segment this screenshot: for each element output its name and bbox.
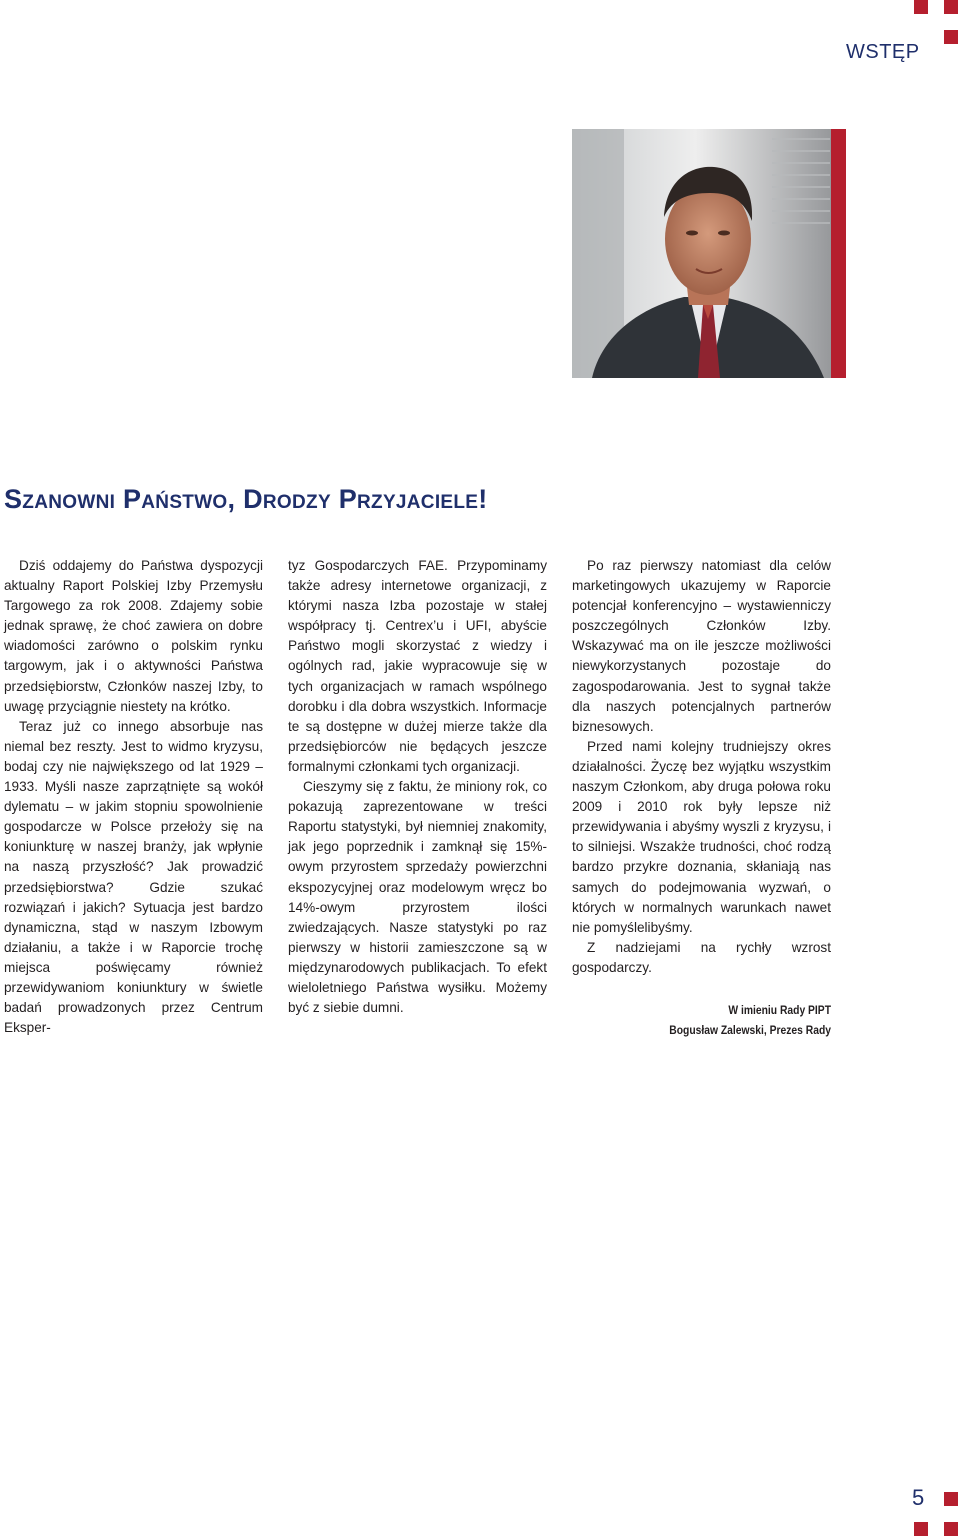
paragraph: Teraz już co innego absorbuje nas niemal bez reszty. Jest to widmo kryzysu, bodaj czy nie największego od lat 1929 – 1933. Myśli nasze zaprzątnięte są wokół dylematu – w jakim stopniu spowolnienie gospodarcze w Polsce przełoży się na koniunkturę w naszej branży, jak wpłynie na naszą przyszłość? Jak prowadzić przedsiębiorstwa? Gdzie szukać rozwiązań i jakich? Sytuacja jest bardzo dynamiczna, stąd w naszym Izbowym działaniu, a także i w Raporcie trochę miejsca poświęcamy również przewidywaniom koniunktury w świetle badań prowadzonych przez Centrum Eksper- xyxy=(4,718,263,1036)
signature-line-1: W imieniu Rady PIPT xyxy=(728,1003,831,1017)
corner-square xyxy=(914,1522,928,1536)
paragraph: tyz Gospodarczych FAE. Przypominamy także adresy internetowe organizacji, z którymi nasza Izba pozostaje w stałej współpracy tj. Centrex’u i UFI, abyście Państwo mogli skorzystać z wiedzy i ogólnych rad, jakie wypracowuje się w tych organizacjach w ramach wspólnego dorobku i dla dobra wszystkich. Informacje te są dostępne w dużej mierze także dla przedsiębiorców nie będących jeszcze formalnymi członkami tych organizacji. xyxy=(288,558,547,774)
corner-square xyxy=(944,0,958,14)
text-column-3 xyxy=(572,556,831,978)
corner-square xyxy=(914,0,928,14)
corner-square xyxy=(944,1522,958,1536)
page-heading: Szanowni Państwo, Drodzy Przyjaciele! xyxy=(4,484,488,514)
corner-square xyxy=(944,1492,958,1506)
portrait-photo xyxy=(572,129,846,378)
text-column-1 xyxy=(4,556,263,1038)
signature xyxy=(572,1000,831,1040)
text-column-2 xyxy=(288,556,547,1018)
section-label: WSTĘP xyxy=(846,41,920,63)
paragraph: Z nadziejami na rychły wzrost gospodarczy. xyxy=(572,939,831,975)
corner-square xyxy=(944,30,958,44)
paragraph: Po raz pierwszy natomiast dla celów marketingowych ukazujemy w Raporcie potencjał konferencyjno – wystawienniczy poszczególnych Członków Izby. Wskazywać ma on ile jeszcze możliwości niewykorzystanych pozostaje do zagospodarowania. Jest to sygnał także dla naszych potencjalnych partnerów biznesowych. xyxy=(572,558,831,734)
paragraph: Dziś oddajemy do Państwa dyspozycji aktualny Raport Polskiej Izby Przemysłu Targowego za rok 2008. Zdajemy sobie jednak sprawę, że choć zawiera on dobre wiadomości zarówno o polskim rynku targowym, jak i o aktywności Państwa przedsiębiorstw, Członków naszej Izby, to uwagę przyciągnie niestety na krótko. xyxy=(4,558,263,714)
paragraph: Przed nami kolejny trudniejszy okres działalności. Życzę bez wyjątku wszystkim naszym Członkom, aby druga połowa roku 2009 i 2010 rok były lepsze niż przewidywania i abyśmy wyszli z kryzysu, i to silniejsi. Wszakże trudności, choć rodzą bardzo przykre doznania, skłaniają nas samych do podejmowania wyzwań, o których w normalnych warunkach nawet nie pomyślelibyśmy. xyxy=(572,738,831,935)
paragraph: Cieszymy się z faktu, że miniony rok, co pokazują zaprezentowane w treści Raportu statystyki, był niemniej znakomity, jak jego poprzednik i zamknął się 15%-owym przyrostem sprzedaży powierzchni ekspozycyjnej oraz modelowym wręcz bo 14%-owym przyrostem ilości zwiedzających. Nasze statystyki po raz pierwszy w historii zamieszczone są w międzynarodowych publikacjach. To efekt wieloletniego Państwa wysiłku. Możemy być z siebie dumni. xyxy=(288,779,547,1016)
signature-line-2: Bogusław Zalewski, Prezes Rady xyxy=(669,1023,831,1037)
page-number: 5 xyxy=(912,1485,925,1510)
